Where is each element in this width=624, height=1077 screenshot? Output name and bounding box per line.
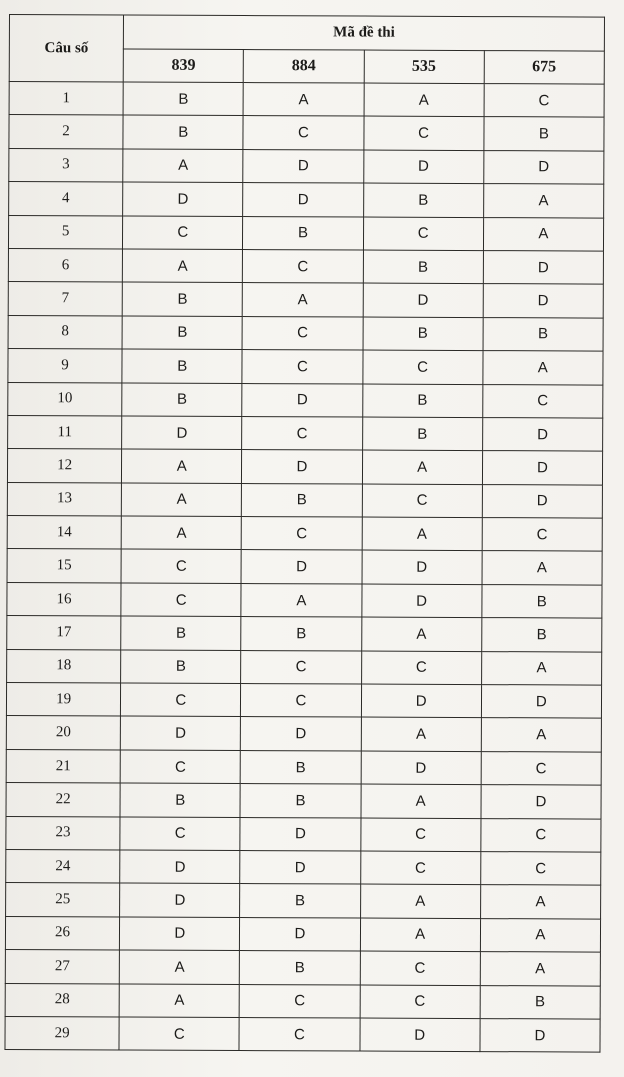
- answer-cell: D: [361, 751, 481, 785]
- answer-cell: A: [360, 884, 480, 918]
- answer-cell: B: [481, 618, 601, 652]
- question-number-cell: 13: [7, 482, 121, 516]
- answer-cell: D: [120, 850, 240, 884]
- answer-cell: C: [239, 1017, 359, 1051]
- answer-cell: C: [242, 350, 362, 384]
- table-row: [6, 883, 601, 919]
- answer-cell: D: [483, 251, 603, 285]
- answer-cell: C: [121, 549, 241, 583]
- question-number-cell: 3: [9, 148, 123, 182]
- question-number-cell: 11: [8, 415, 122, 449]
- answer-cell: A: [121, 483, 241, 517]
- answer-cell: D: [242, 383, 362, 417]
- answer-cell: D: [483, 284, 603, 318]
- table-row: [7, 449, 602, 485]
- answer-cell: B: [241, 750, 361, 784]
- question-number-cell: 1: [9, 82, 123, 116]
- question-number-cell: 21: [6, 749, 120, 783]
- table-row: [7, 516, 602, 552]
- answer-cell: A: [480, 885, 600, 919]
- answer-cell: A: [122, 449, 242, 483]
- answer-cell: C: [120, 750, 240, 784]
- table-row: [5, 983, 600, 1019]
- answer-cell: B: [242, 483, 362, 517]
- answer-cell: B: [121, 616, 241, 650]
- answer-cell: D: [240, 917, 360, 951]
- answer-cell: D: [120, 716, 240, 750]
- answer-cell: C: [362, 350, 482, 384]
- answer-cell: D: [360, 1018, 480, 1052]
- table-row: [8, 349, 603, 385]
- answer-cell: D: [123, 182, 243, 216]
- question-number-cell: 7: [8, 282, 122, 316]
- answer-cell: D: [120, 883, 240, 917]
- answer-cell: B: [243, 216, 363, 250]
- answer-cell: C: [121, 683, 241, 717]
- table-row: [8, 248, 603, 284]
- answer-cell: D: [242, 450, 362, 484]
- answer-cell: D: [122, 416, 242, 450]
- question-number-cell: 5: [8, 215, 122, 249]
- answer-cell: A: [123, 149, 243, 183]
- question-number-cell: 4: [9, 182, 123, 216]
- table-row: [6, 849, 601, 885]
- answer-cell: D: [481, 685, 601, 719]
- question-number-cell: 27: [5, 950, 119, 984]
- answer-cell: D: [240, 851, 360, 885]
- question-number-cell: 9: [8, 349, 122, 383]
- answer-cell: A: [121, 516, 241, 550]
- answer-cell: A: [123, 249, 243, 283]
- answer-cell: B: [240, 784, 360, 818]
- question-number-cell: 29: [5, 1016, 119, 1050]
- answer-key-table: [4, 14, 605, 1053]
- answer-cell: C: [481, 818, 601, 852]
- answer-cell: B: [240, 951, 360, 985]
- answer-cell: B: [123, 115, 243, 149]
- question-number-cell: 28: [5, 983, 119, 1017]
- answer-cell: C: [239, 984, 359, 1018]
- answer-cell: A: [364, 83, 484, 117]
- table-row: [9, 82, 604, 118]
- answer-cell: C: [363, 116, 483, 150]
- answer-cell: A: [362, 517, 482, 551]
- question-number-cell: 15: [7, 549, 121, 583]
- answer-cell: A: [243, 283, 363, 317]
- answer-cell: D: [362, 551, 482, 585]
- table-row: [8, 282, 603, 318]
- answer-cell: C: [360, 985, 480, 1019]
- answer-cell: B: [241, 617, 361, 651]
- answer-cell: D: [363, 150, 483, 184]
- answer-cell: D: [241, 717, 361, 751]
- answer-cell: A: [480, 918, 600, 952]
- answer-cell: B: [123, 82, 243, 116]
- answer-cell: C: [241, 650, 361, 684]
- table-row: [9, 148, 604, 184]
- answer-cell: A: [119, 950, 239, 984]
- question-number-cell: 14: [7, 516, 121, 550]
- answer-cell: D: [482, 451, 602, 485]
- table-row: [5, 916, 600, 952]
- answer-cell: C: [481, 751, 601, 785]
- answer-cell: A: [361, 617, 481, 651]
- table-row: [7, 482, 602, 518]
- table-row: [5, 950, 600, 986]
- answer-cell: B: [122, 383, 242, 417]
- answer-rows: [5, 82, 604, 1053]
- answer-cell: A: [360, 918, 480, 952]
- answer-cell: C: [243, 116, 363, 150]
- exam-code-column-header: 839: [123, 49, 243, 83]
- answer-cell: B: [121, 650, 241, 684]
- answer-cell: A: [361, 784, 481, 818]
- answer-cell: B: [120, 783, 240, 817]
- answer-cell: C: [360, 851, 480, 885]
- answer-cell: A: [483, 351, 603, 385]
- answer-cell: D: [361, 584, 481, 618]
- answer-cell: D: [243, 149, 363, 183]
- answer-cell: B: [122, 349, 242, 383]
- question-number-cell: 18: [7, 649, 121, 683]
- answer-cell: C: [120, 817, 240, 851]
- answer-cell: B: [363, 183, 483, 217]
- table-row: [6, 749, 601, 785]
- table-row: [8, 215, 603, 251]
- question-number-header: Câu số: [9, 15, 123, 82]
- answer-cell: B: [480, 985, 600, 1019]
- answer-cell: C: [242, 316, 362, 350]
- answer-cell: D: [363, 283, 483, 317]
- question-number-cell: 22: [6, 783, 120, 817]
- table-row: [5, 1016, 600, 1052]
- answer-cell: C: [484, 84, 604, 118]
- answer-cell: D: [241, 550, 361, 584]
- answer-cell: D: [120, 917, 240, 951]
- answer-cell: A: [480, 952, 600, 986]
- question-number-cell: 19: [6, 683, 120, 717]
- question-number-cell: 23: [6, 816, 120, 850]
- answer-cell: C: [242, 517, 362, 551]
- exam-code-header: Mã đề thi: [124, 15, 605, 51]
- answer-cell: B: [122, 282, 242, 316]
- answer-cell: D: [240, 817, 360, 851]
- answer-cell: B: [482, 584, 602, 618]
- exam-code-column-header: 884: [244, 49, 364, 83]
- exam-code-column-header: 675: [484, 50, 604, 84]
- answer-cell: A: [243, 83, 363, 117]
- answer-cell: D: [482, 417, 602, 451]
- table-row: [8, 315, 603, 351]
- question-number-cell: 2: [9, 115, 123, 149]
- answer-cell: D: [483, 150, 603, 184]
- answer-cell: B: [483, 317, 603, 351]
- exam-code-column-header: 535: [364, 50, 484, 84]
- answer-cell: C: [241, 684, 361, 718]
- table-row: [6, 683, 601, 719]
- answer-cell: B: [362, 417, 482, 451]
- answer-cell: A: [119, 984, 239, 1018]
- answer-cell: C: [119, 1017, 239, 1051]
- table-row: [9, 182, 604, 218]
- table-row: [7, 616, 602, 652]
- answer-cell: C: [482, 518, 602, 552]
- answer-cell: B: [240, 884, 360, 918]
- answer-cell: A: [482, 551, 602, 585]
- answer-cell: B: [484, 117, 604, 151]
- answer-cell: A: [362, 450, 482, 484]
- answer-cell: D: [480, 1019, 600, 1053]
- answer-cell: A: [481, 651, 601, 685]
- table-row: [7, 549, 602, 585]
- question-number-cell: 8: [8, 315, 122, 349]
- table-row: [7, 582, 602, 618]
- answer-cell: C: [363, 217, 483, 251]
- question-number-cell: 6: [8, 248, 122, 282]
- answer-cell: C: [361, 651, 481, 685]
- answer-cell: A: [483, 184, 603, 218]
- table-row: [6, 716, 601, 752]
- answer-cell: C: [362, 484, 482, 518]
- answer-cell: C: [360, 818, 480, 852]
- question-number-cell: 17: [7, 616, 121, 650]
- answer-cell: A: [481, 718, 601, 752]
- answer-cell: C: [480, 852, 600, 886]
- answer-cell: B: [363, 250, 483, 284]
- question-number-cell: 10: [8, 382, 122, 416]
- answer-cell: C: [242, 416, 362, 450]
- answer-cell: B: [363, 317, 483, 351]
- table-row: [9, 115, 604, 151]
- table-row: [7, 649, 602, 685]
- table-row: [6, 783, 601, 819]
- answer-cell: A: [241, 583, 361, 617]
- answer-cell: C: [360, 951, 480, 985]
- answer-cell: D: [243, 183, 363, 217]
- answer-cell: A: [483, 217, 603, 251]
- table-row: [6, 816, 601, 852]
- question-number-cell: 26: [5, 916, 119, 950]
- answer-cell: C: [123, 216, 243, 250]
- answer-cell: D: [482, 484, 602, 518]
- question-number-cell: 20: [6, 716, 120, 750]
- question-number-cell: 16: [7, 582, 121, 616]
- question-number-cell: 12: [7, 449, 121, 483]
- question-number-cell: 24: [6, 849, 120, 883]
- answer-cell: C: [121, 583, 241, 617]
- answer-cell: A: [361, 717, 481, 751]
- answer-cell: B: [122, 316, 242, 350]
- answer-cell: D: [481, 785, 601, 819]
- answer-cell: C: [243, 249, 363, 283]
- question-number-cell: 25: [6, 883, 120, 917]
- answer-cell: D: [361, 684, 481, 718]
- answer-cell: C: [482, 384, 602, 418]
- table-row: [8, 382, 603, 418]
- table-row: [8, 415, 603, 451]
- answer-cell: B: [362, 384, 482, 418]
